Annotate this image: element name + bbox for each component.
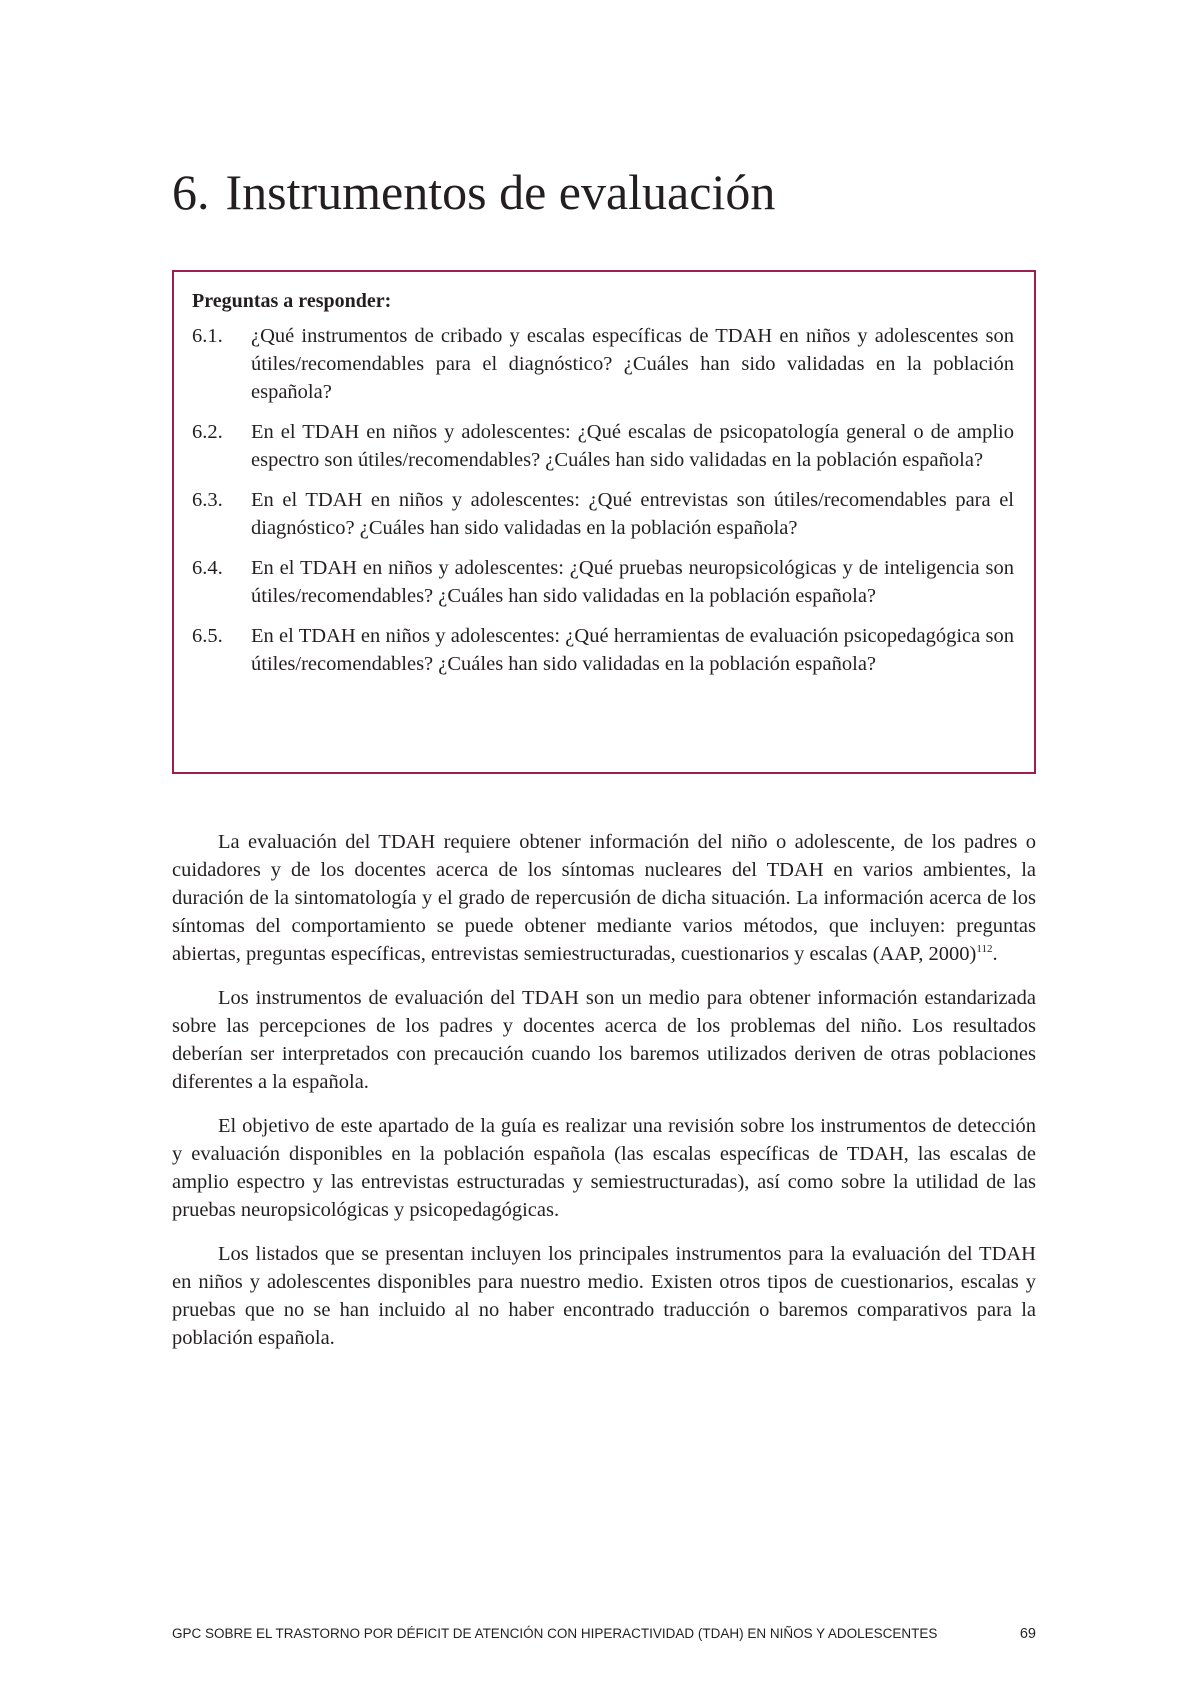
body-paragraph-1 [172,828,1036,968]
questions-heading: Preguntas a responder: [192,290,392,312]
question-text: ¿Qué instrumentos de cribado y escalas específicas de TDAH en niños y adolescentes son útiles/recomendables para el diagnóstico? ¿Cuáles han sido validadas en la población española? [251,325,1014,403]
body-paragraph-1-end: . [992,943,998,965]
question-item [192,486,1014,542]
questions-list [192,322,1014,678]
chapter-title [172,162,775,222]
question-text: En el TDAH en niños y adolescentes: ¿Qué pruebas neuropsicológicas y de inteligencia son útiles/recomendables? ¿Cuáles han sido validadas en la población española? [251,557,1014,607]
page-footer [172,1625,1036,1643]
page-number: 69 [1019,1626,1036,1642]
question-text: En el TDAH en niños y adolescentes: ¿Qué herramientas de evaluación psicopedagógica son útiles/recomendables? ¿Cuáles han sido validadas en la población española? [251,625,1014,675]
question-text: En el TDAH en niños y adolescentes: ¿Qué escalas de psicopatología general o de amplio espectro son útiles/recomendables? ¿Cuáles han sido validadas en la población española? [251,421,1014,471]
body-text [172,828,1036,1368]
question-number: 6.3. [192,489,223,511]
footer-running-title: GPC SOBRE EL TRASTORNO POR DÉFICIT DE ATENCIÓN CON HIPERACTIVIDAD (TDAH) EN NIÑOS Y ADOLESCENTES [172,1626,938,1641]
body-paragraph-2: Los instrumentos de evaluación del TDAH son un medio para obtener información estandarizada sobre las percepciones de los padres y docentes acerca de los problemas del niño. Los resultados deberían ser interpretados con precaución cuando los baremos utilizados deriven de otras poblaciones diferentes a la española. [172,987,1036,1093]
question-number: 6.5. [192,625,223,647]
question-item [192,622,1014,678]
chapter-number: 6. [172,164,210,220]
citation-reference: 112 [976,943,993,955]
body-paragraph-3: El objetivo de este apartado de la guía es realizar una revisión sobre los instrumentos de detección y evaluación disponibles en la población española (las escalas específicas de TDAH, las escalas de amplio espectro y las entrevistas estructuradas y semiestructuradas), así como sobre la utilidad de las pruebas neuropsicológicas y psicopedagógicas. [172,1115,1036,1221]
question-number: 6.1. [192,325,223,347]
chapter-title-text: Instrumentos de evaluación [225,164,776,220]
question-item [192,322,1014,406]
body-paragraph-1-text: La evaluación del TDAH requiere obtener información del niño o adolescente, de los padres o cuidadores y de los docentes acerca de los síntomas nucleares del TDAH en varios ambientes, la duración de la sintomatología y el grado de repercusión de dicha situación. La información acerca de los síntomas del comportamiento se puede obtener mediante varios métodos, que incluyen: preguntas abiertas, preguntas específicas, entrevistas semiestructuradas, cuestionarios y escalas (AAP, 2000) [172,831,1036,965]
question-item [192,554,1014,610]
question-text: En el TDAH en niños y adolescentes: ¿Qué entrevistas son útiles/recomendables para el diagnóstico? ¿Cuáles han sido validadas en la población española? [251,489,1014,539]
question-item [192,418,1014,474]
body-paragraph-4: Los listados que se presentan incluyen los principales instrumentos para la evaluación del TDAH en niños y adolescentes disponibles para nuestro medio. Existen otros tipos de cuestionarios, escalas y pruebas que no se han incluido al no haber encontrado traducción o baremos comparativos para la población española. [172,1243,1036,1349]
question-number: 6.4. [192,557,223,579]
questions-box [172,270,1036,774]
question-number: 6.2. [192,421,223,443]
